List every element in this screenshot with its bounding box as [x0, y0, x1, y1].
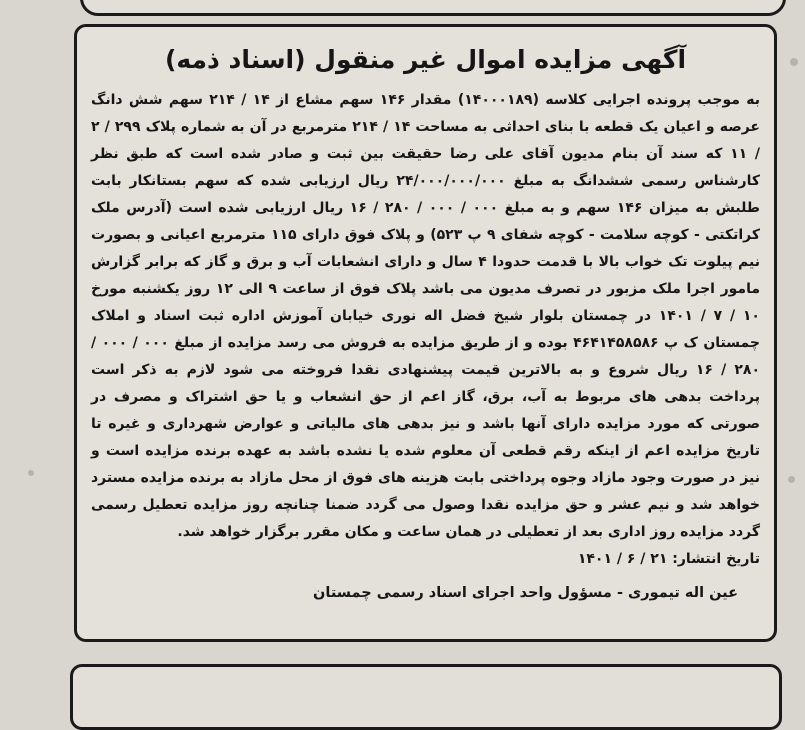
notice-signature: عین اله تیموری - مسؤول واحد اجرای اسناد رسمی چمستان — [313, 585, 738, 601]
previous-notice-frame — [80, 0, 786, 16]
paper-speck — [788, 476, 795, 483]
next-notice-frame — [70, 664, 782, 730]
paper-speck — [28, 470, 34, 476]
paper-speck — [790, 58, 798, 66]
publication-date: تاریخ انتشار: ۲۱ / ۶ / ۱۴۰۱ — [577, 551, 760, 567]
notice-title: آگهی مزایده اموال غیر منقول (اسناد ذمه) — [164, 45, 687, 74]
auction-notice — [74, 24, 777, 642]
notice-body: به موجب پرونده اجرایی کلاسه (۱۴۰۰۰۱۸۹) مقدار ۱۴۶ سهم مشاع از ۱۴ / ۲۱۴ سهم شش دانگ عرصه و اعیان یک قطعه با بنای احداثی به مساحت ۱۴ / ۲۱۴ مترمربع در آن به شماره پلاک ۲۹۹ / ۲ / ۱۱ که سند آن بنام مدیون آقای علی رضا حقیقت بین ثبت و صادر شده است که طبق نظر کارشناس رسمی ششدانگ به مبلغ ۲۴/۰۰۰/۰۰۰/۰۰۰ ریال ارزیابی شده که سهم بستانکار بابت طلبش به میزان ۱۴۶ سهم و به مبلغ ۰۰۰ / ۰۰۰ / ۲۸۰ / ۱۶ ریال ارزیابی شده است (آدرس ملک کراتکتی - کوچه سلامت - کوچه شفای ۹ پ ۵۲۳) و پلاک فوق دارای ۱۱۵ مترمربع اعیانی و بصورت نیم پیلوت تک خواب بالا با قدمت حدودا ۴ سال و دارای انشعابات آب و برق و گاز که برابر گزارش مامور اجرا ملک مزبور در تصرف مدیون می باشد پلاک فوق از ساعت ۹ الی ۱۲ روز یکشنبه مورخ ۱۰ / ۷ / ۱۴۰۱ در چمستان بلوار شیخ فضل اله نوری خیابان آموزش اداره ثبت اسناد و املاک چمستان ک پ ۴۶۴۱۴۵۸۵۸۶ بوده و از طریق مزایده به فروش می رسد مزایده از مبلغ ۰۰۰ / ۰۰۰ / ۲۸۰ / ۱۶ ریال شروع و به بالاترین قیمت پیشنهادی نقدا فروخته می شود لازم به ذکر است پرداخت بدهی های مربوط به آب، برق، گاز اعم از حق انشعاب و یا حق اشتراک و مصرف در صورتی که مورد مزایده دارای آنها باشد و نیز بدهی های مالیاتی و عوارض شهرداری و غیره تا تاریخ مزایده اعم از اینکه رقم قطعی آن معلوم شده یا نشده باشد به عهده برنده مزایده است و نیز در صورت وجود مازاد وجوه پرداختی بابت هزینه های فوق از محل مازاد به برنده مزایده مسترد خواهد شد و نیم عشر و حق مزایده نقدا وصول می گردد ضمنا چنانچه روز مزایده تعطیل رسمی گردد مزایده روز اداری بعد از تعطیلی در همان ساعت و مکان مقرر برگزار خواهد شد. — [91, 92, 761, 540]
